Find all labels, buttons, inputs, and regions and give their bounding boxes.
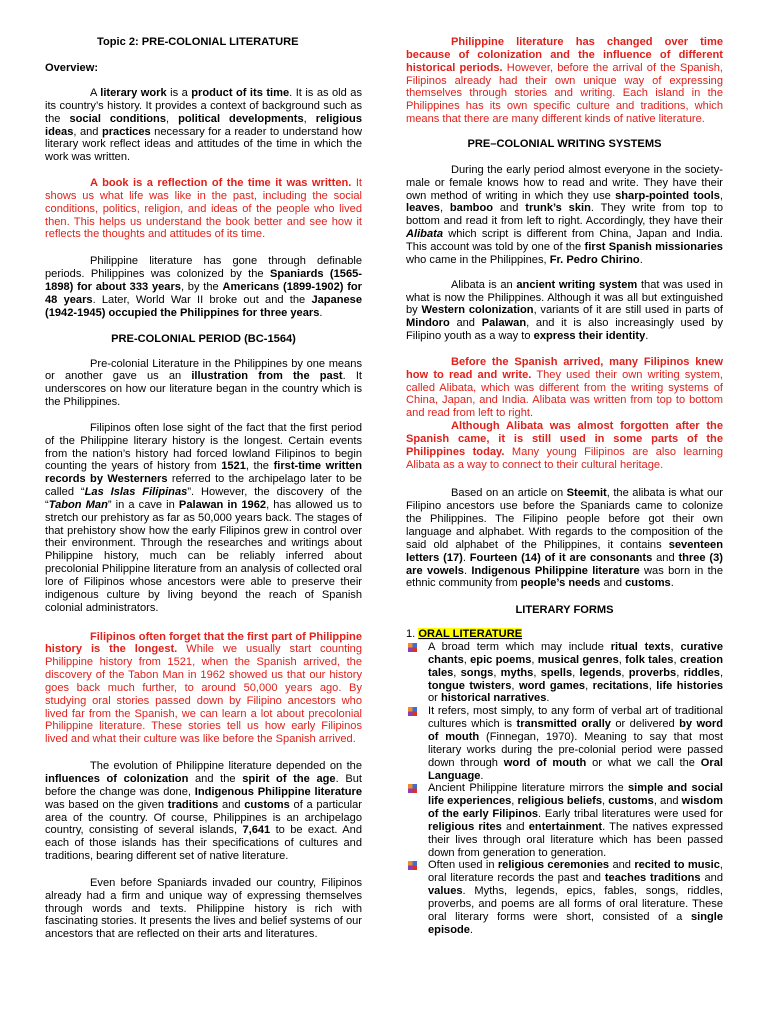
topic-title: Topic 2: PRE-COLONIAL LITERATURE: [97, 36, 299, 48]
oral-literature-bullets: [406, 641, 723, 936]
left-column: [45, 36, 362, 941]
spanish-paragraph-2: Although Alibata was almost forgotten after the Spanish came, it is still used in some parts of the Philippines today. Many young Filipinos are also learning Alibata as a way to connect to their cultural heritage.: [406, 420, 723, 471]
spanish-paragraph-1: Before the Spanish arrived, many Filipinos knew how to read and write. They used their own writing system, called Alibata, which was different from the writing systems of China, Japan, and India. Alibata was written from top to bottom and read from left to right.: [406, 355, 724, 420]
even-before-paragraph: Even before Spaniards invaded our country, Filipinos already had a firm and unique way of expressing themselves through words and texts. Philippine history is rich with fascinating stories. It presents the lives and belief systems of our ancestors that are reflected on their arts and literatures.: [45, 876, 362, 941]
forget-paragraph: Filipinos often forget that the first part of Philippine history is the longest. While we usually start counting Philippine history from 1521, when the Spanish arrived, the discovery of the Tabon Man in 1962 showed us that our history goes back much further, to around 50,000 years ago. By studying oral stories passed down by Filipino ancestors who lived far from the Spanish, we can learn a lot about precolonial Philippine literature. These stories tell us how early Filipinos lived and what their culture was like before the Spanish arrived.: [45, 630, 362, 746]
literary-forms-heading: LITERARY FORMS: [515, 604, 614, 617]
bullet-text-1: A broad term which may include ritual texts, curative chants, epic poems, musical genres, folk tales, creation tales, songs, myths, spells, legends, proverbs, riddles, tongue twisters, word games, recitations, life histories or historical narratives.: [428, 641, 724, 705]
evolution-paragraph: The evolution of Philippine literature depended on the influences of colonization and the spirit of the age. But before the change was done, Indigenous Philippine literature was based on the given traditions and customs of a particular area of the country. Of course, Philippines is an archipelago country, consisting of several islands, 7,641 to be exact. And each of those islands has their specifications of cultures and traditions, bearing different set of native literature.: [45, 760, 362, 863]
writing-systems-heading: PRE–COLONIAL WRITING SYSTEMS: [467, 137, 662, 150]
precolonial-paragraph-1: Pre-colonial Literature in the Philippines by one means or another gave us an illustration from the past. It underscores on how our literature began in the country which is the Philippines.: [45, 357, 362, 409]
precolonial-period-heading: PRE-COLONIAL PERIOD (BC-1564): [111, 332, 296, 345]
bullet-arrow-icon: [408, 784, 417, 793]
right-column: [406, 36, 723, 936]
reflection-paragraph: A book is a reflection of the time it was written. It shows us what life was like in the past, including the social conditions, politics, religion, and ideas of the people who lived then. This helps us understand the book better and see how it reflects the thoughts and attitudes of its time.: [45, 177, 363, 241]
list-item: [406, 782, 723, 859]
periods-paragraph: Philippine literature has gone through definable periods. Philippines was colonized by the Spaniards (1565-1898) for about 333 years, by the Americans (1899-1902) for 48 years. Later, World War II broke out and the Japanese (1942-1945) occupied the Philippines for three years.: [45, 255, 363, 319]
overview-paragraph: A literary work is a product of its time. It is as old as its country’s history. It provides a context of background such as the social conditions, political developments, religious ideas, and practices necessary for a reader to understand how literary work reflect ideas and attitudes of the time in which the work was written.: [45, 87, 362, 164]
oral-literature-heading: [406, 628, 723, 641]
bullet-arrow-icon: [408, 861, 417, 870]
overview-label: Overview:: [45, 62, 99, 74]
oral-literature-title: ORAL LITERATURE: [418, 628, 523, 641]
list-item: [406, 859, 723, 936]
bullet-text-3: Ancient Philippine literature mirrors the simple and social life experiences, religious beliefs, customs, and wisdom of the early Filipinos. Early tribal literatures were used for religious rites and entertainment. The natives expressed their lives through oral literature which has been passed down from generation to generation.: [428, 782, 723, 859]
writing-paragraph-1: During the early period almost everyone in the society-male or female knows how to read and write. They have their own method of writing in which they use sharp-pointed tools, leaves, bamboo and trunk’s skin. They write from top to bottom and read it from left to right. Accordingly, they have their Alibata which script is different from China, Japan and India. This account was told by one of the first Spanish missionaries who came in the Philippines, Fr. Pedro Chirino.: [406, 163, 723, 266]
bullet-text-2: It refers, most simply, to any form of verbal art of traditional cultures which is transmitted orally or delivered by word of mouth (Finnegan, 1970). Meaning to say that most literary works during the pre-colonial period were passed down through word of mouth or what we call the Oral Language.: [428, 705, 723, 782]
bullet-arrow-icon: [408, 707, 417, 716]
writing-paragraph-2: Alibata is an ancient writing system that was used in what is now the Philippines. Although it was all but extinguished by Western colonization, variants of it are still used in parts of Mindoro and Palawan, and it is also increasingly used by Filipino youth as a way to express their identity.: [406, 278, 723, 343]
bullet-arrow-icon: [408, 643, 417, 652]
precolonial-paragraph-2: Filipinos often lose sight of the fact that the first period of the Philippine literary history is the longest. Certain events from the nation’s history had forced lowland Filipinos to begin counting the years of history from 1521, the first-time written records by Westerners referred to the archipelago later to be called “Las Islas Filipinas”. However, the discovery of the “Tabon Man” in a cave in Palawan in 1962, has allowed us to stretch our prehistory as far as 50,000 years back. The stages of that prehistory show how the early Filipinos grew in control over their environment. Through the researches and writings about Philippine history, much can be reliably inferred about precolonial Philippine literature from an analysis of collected oral lore of Filipinos whose ancestors were able to preserve their indigenous culture by living beyond the reach of Spanish colonial administrators.: [45, 421, 363, 614]
steemit-paragraph: Based on an article on Steemit, the alibata is what our Filipino ancestors use before the Spaniards came to colonize the Philippines. The Filipino people before got their own language and alphabet. With regards to the composition of the said old alphabet of the Philippines, it contains seventeen letters (17). Fourteen (14) of it are consonants and three (3) are vowels. Indigenous Philippine literature was born in the ethnic community from people’s needs and customs.: [406, 487, 723, 590]
changed-paragraph: Philippine literature has changed over time because of colonization and the influence of different historical periods. However, before the arrival of the Spanish, Filipinos already had their own unique way of expressing themselves through stories and writing. Each island in the Philippines has its own specific culture and traditions, which means that there are many different kinds of native literature.: [406, 36, 723, 126]
list-item: [406, 705, 723, 782]
bullet-text-4: Often used in religious ceremonies and recited to music, oral literature records the past and teaches traditions and values. Myths, legends, epics, fables, songs, riddles, proverbs, and poems are all forms of oral literature. These oral literary forms were short, consisted of a single episode.: [428, 859, 724, 936]
list-item: [406, 641, 723, 705]
oral-number: 1.: [406, 628, 416, 641]
